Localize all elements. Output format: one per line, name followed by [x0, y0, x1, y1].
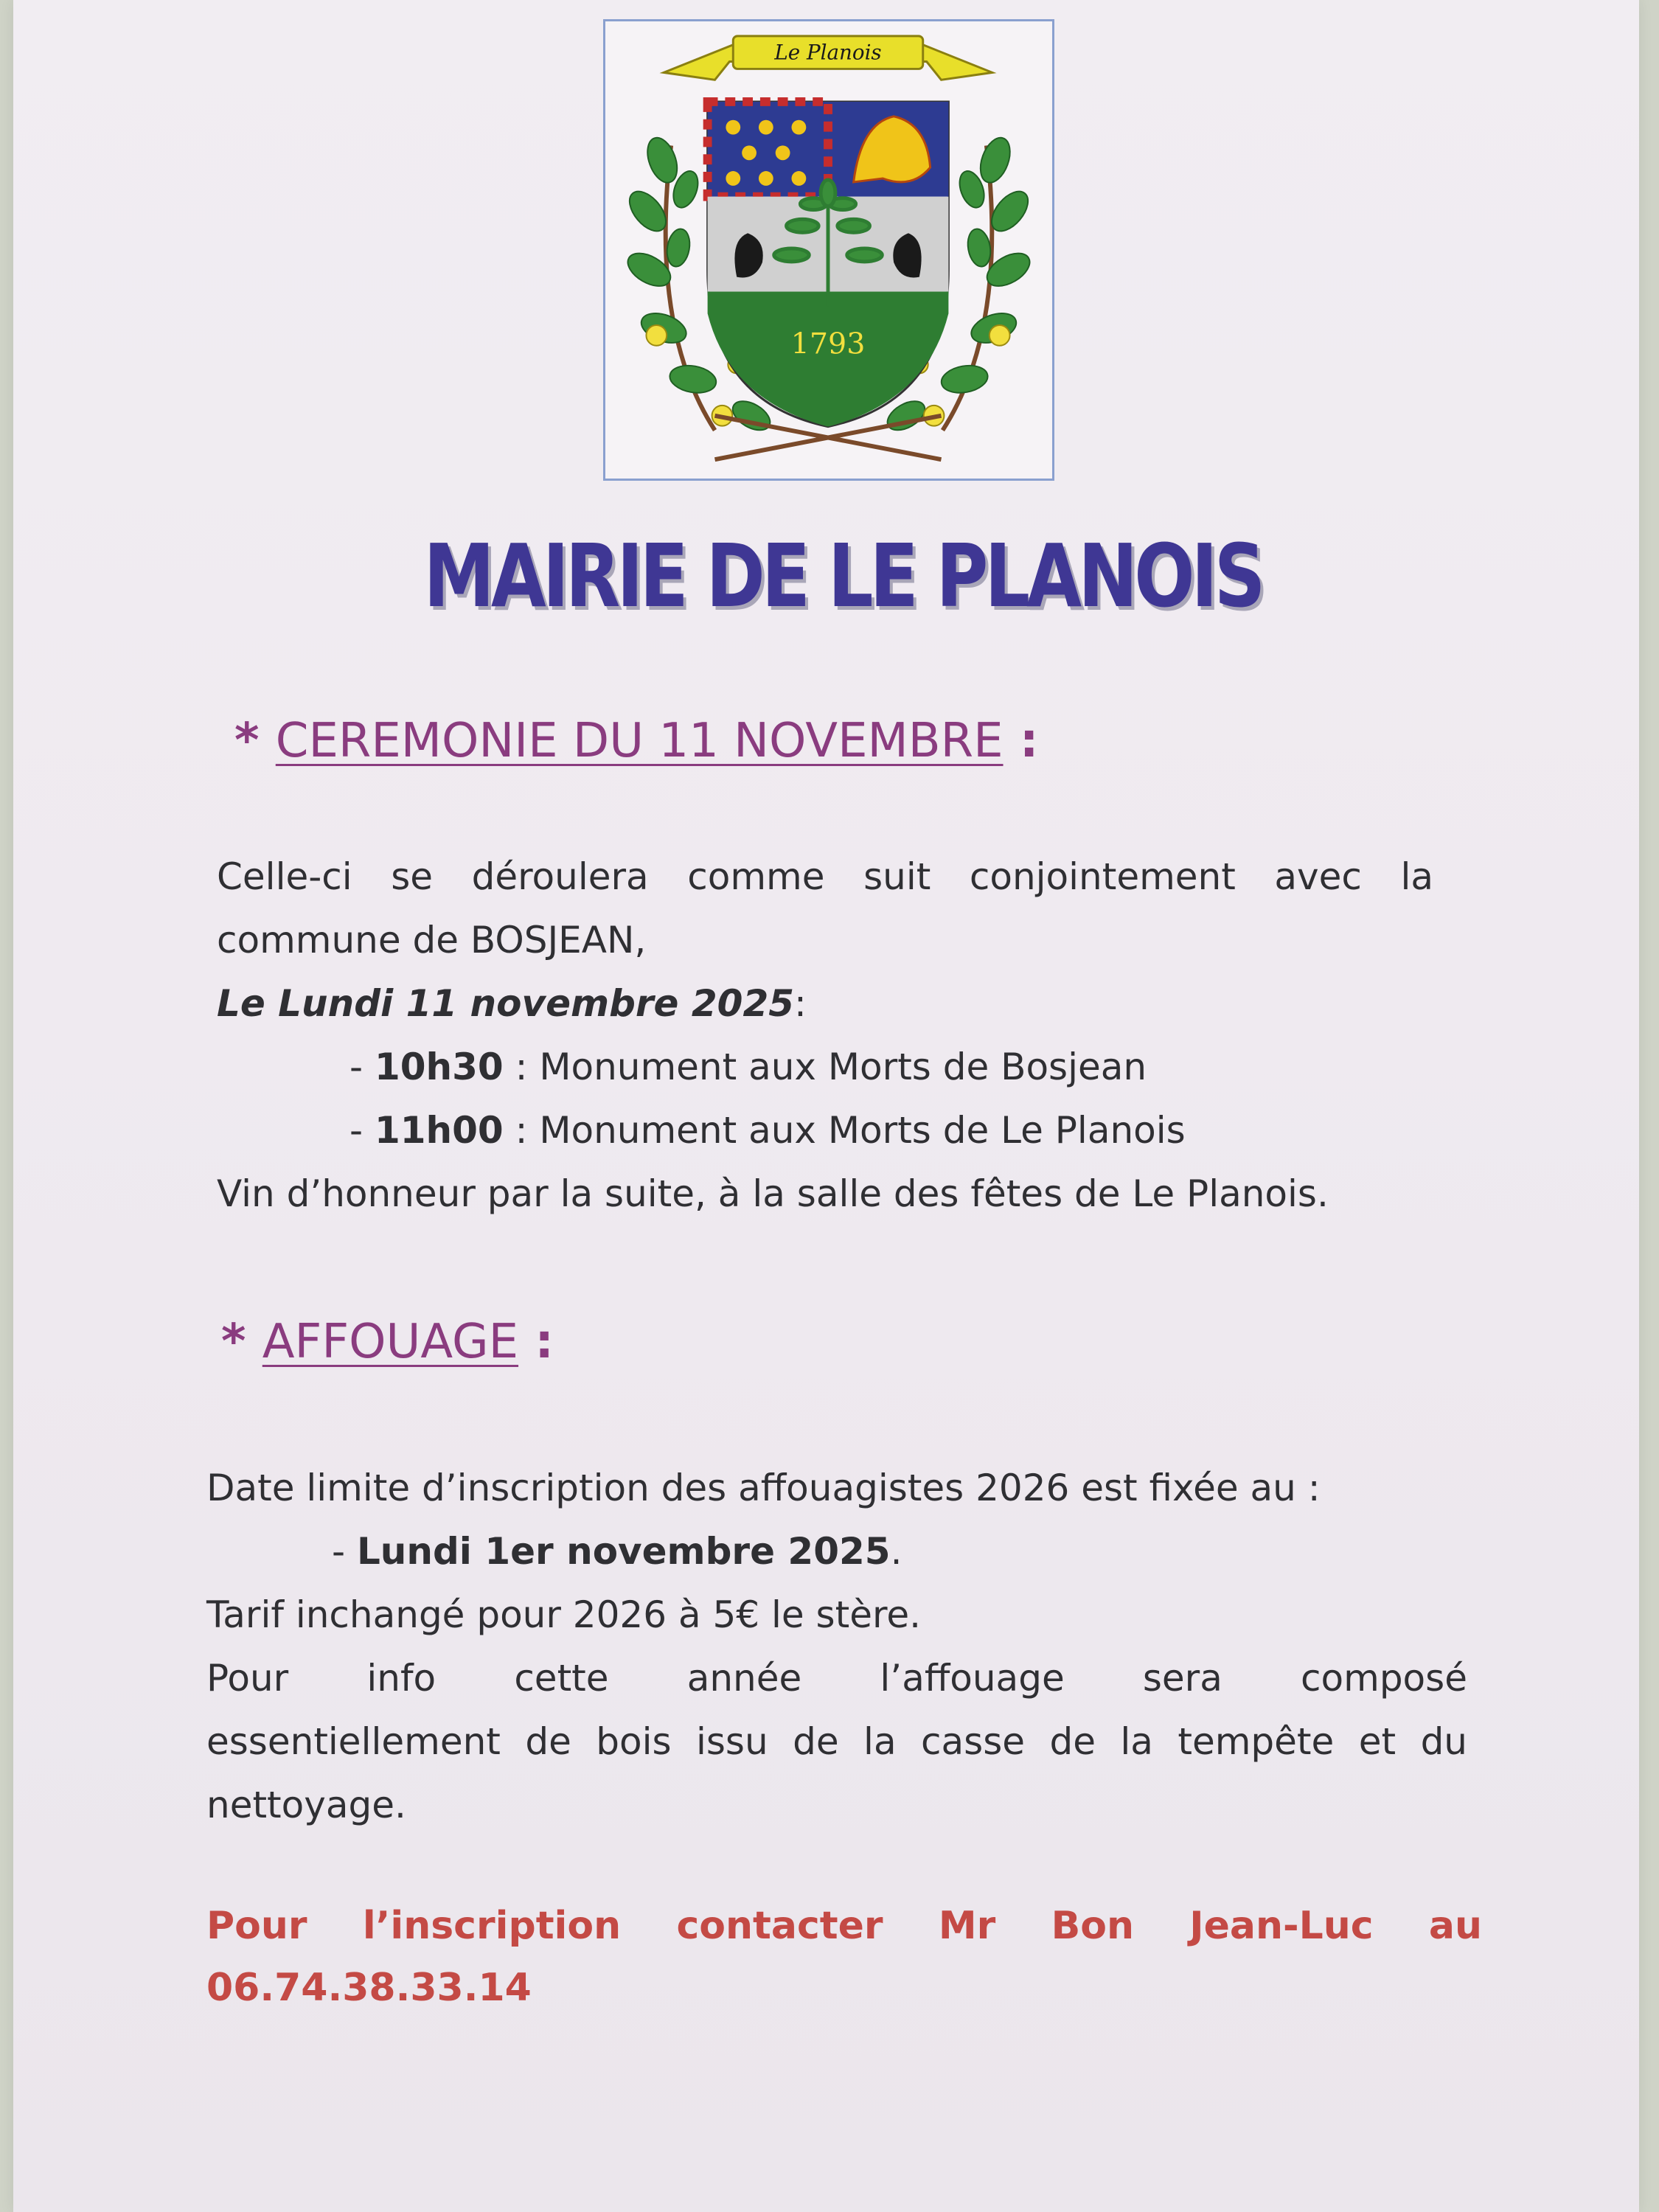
- word: déroulera: [471, 855, 649, 898]
- deadline-dash: -: [332, 1530, 357, 1573]
- schedule-item-1: [217, 1035, 1433, 1099]
- word: sera: [1142, 1657, 1222, 1700]
- affouage-heading-text: AFFOUAGE: [262, 1315, 519, 1369]
- schedule-text-1: : Monument aux Morts de Bosjean: [503, 1046, 1147, 1088]
- word: Mr: [938, 1904, 996, 1948]
- word: issu: [695, 1720, 768, 1763]
- ceremony-heading-text: CEREMONIE DU 11 NOVEMBRE: [275, 714, 1004, 768]
- affouage-heading: [221, 1315, 554, 1369]
- word: tempête: [1178, 1720, 1335, 1763]
- word: du: [1420, 1720, 1467, 1763]
- word: suit: [863, 855, 931, 898]
- word: Bon: [1051, 1904, 1134, 1948]
- crest-year: 1793: [790, 327, 866, 361]
- contact-phone: 06.74.38.33.14: [206, 1966, 532, 2010]
- word: Jean-Luc: [1189, 1904, 1374, 1948]
- ceremony-heading: [234, 714, 1038, 768]
- schedule-time-1: 10h30: [374, 1046, 504, 1088]
- affouage-heading-colon: :: [518, 1315, 554, 1369]
- ceremony-heading-colon: :: [1003, 714, 1039, 768]
- deadline-date: Lundi 1er novembre 2025: [356, 1530, 891, 1573]
- word: comme: [687, 855, 825, 898]
- contact-notice: [206, 1895, 1482, 2019]
- word: Pour: [206, 1904, 307, 1948]
- deadline-item: [206, 1520, 1467, 1583]
- word: l’affouage: [880, 1657, 1065, 1700]
- schedule-text-2: : Monument aux Morts de Le Planois: [503, 1109, 1186, 1152]
- word: année: [686, 1657, 802, 1700]
- ceremony-date-colon: :: [794, 982, 807, 1025]
- schedule-item-2: [217, 1099, 1433, 1162]
- ceremony-closing: Vin d’honneur par la suite, à la salle des fêtes de Le Planois.: [217, 1172, 1329, 1215]
- word: essentiellement: [206, 1720, 501, 1763]
- word: de: [1049, 1720, 1096, 1763]
- word: info: [366, 1657, 437, 1700]
- word: au: [1428, 1904, 1482, 1948]
- word: la: [1120, 1720, 1153, 1763]
- info-line-3: nettoyage.: [206, 1784, 406, 1826]
- word: bois: [596, 1720, 672, 1763]
- word: contacter: [676, 1904, 883, 1948]
- coat-of-arms-frame: [603, 19, 1054, 481]
- word: de: [525, 1720, 571, 1763]
- page-title: MAIRIE DE LE PLANOIS: [423, 525, 1262, 627]
- ceremony-date: Le Lundi 11 novembre 2025: [217, 982, 795, 1025]
- word: avec: [1274, 855, 1362, 898]
- word: et: [1358, 1720, 1397, 1763]
- paper-sheet: [13, 0, 1639, 2212]
- word: composé: [1301, 1657, 1467, 1700]
- word: l’inscription: [362, 1904, 622, 1948]
- word: conjointement: [969, 855, 1236, 898]
- word: se: [391, 855, 434, 898]
- ceremony-heading-star: *: [234, 714, 276, 768]
- coat-of-arms-image: [605, 21, 1052, 479]
- banner-text: Le Planois: [774, 40, 882, 65]
- schedule-time-2: 11h00: [374, 1109, 504, 1152]
- ceremony-paragraph: [217, 845, 1433, 1225]
- schedule-dash: -: [349, 1046, 375, 1088]
- shield-icon: [708, 102, 949, 427]
- schedule-dash: -: [349, 1109, 375, 1152]
- word: cette: [514, 1657, 609, 1700]
- contact-line-1: [206, 1895, 1482, 1957]
- deadline-dot: .: [890, 1530, 902, 1573]
- word: la: [863, 1720, 897, 1763]
- word: la: [1400, 855, 1433, 898]
- word: de: [793, 1720, 839, 1763]
- word: Pour: [206, 1657, 289, 1700]
- ceremony-line-1: [217, 845, 1433, 908]
- ceremony-line-2: commune de BOSJEAN,: [217, 919, 647, 961]
- info-line-1: [206, 1646, 1467, 1710]
- affouage-paragraph: [206, 1456, 1467, 1837]
- ceremony-date-line: [217, 972, 1433, 1035]
- affouage-heading-star: *: [221, 1315, 262, 1369]
- info-line-2: [206, 1710, 1467, 1773]
- word: Celle-ci: [217, 855, 352, 898]
- deadline-intro: Date limite d’inscription des affouagistes 2026 est fixée au :: [206, 1467, 1321, 1509]
- tarif-line: Tarif inchangé pour 2026 à 5€ le stère.: [206, 1593, 922, 1636]
- word: casse: [921, 1720, 1026, 1763]
